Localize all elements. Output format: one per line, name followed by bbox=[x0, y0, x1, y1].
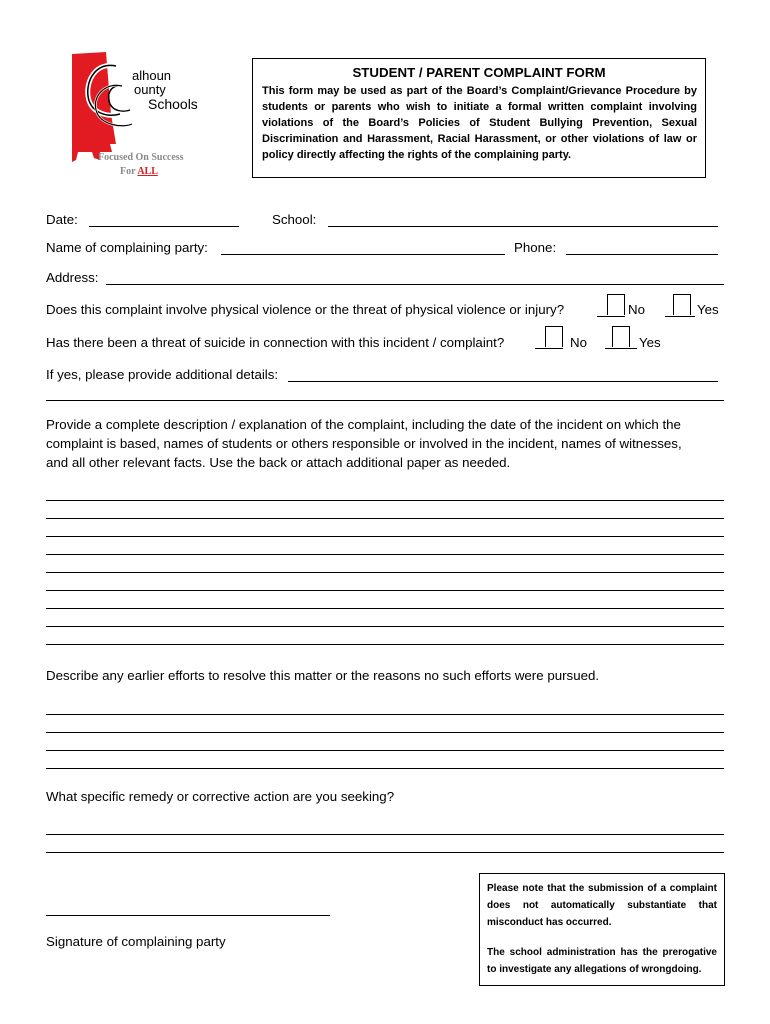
violence-no-underline bbox=[597, 316, 625, 317]
logo-tagline-line1: Focused On Success bbox=[98, 152, 184, 163]
form-header bbox=[252, 58, 706, 178]
form-intro: This form may be used as part of the Board’s Complaint/Grievance Procedure by students or parents who wish to initiate a formal written complaint involving violations of the Board’s Policies of Student Bullying Prevention, Sexual Discrimination and Harassment, Racial Harassment, or other violations of law or policy directly affecting the rights of the complaining party. bbox=[262, 85, 697, 161]
violence-question: Does this complaint involve physical violence or the threat of physical violence or injury? bbox=[46, 302, 565, 317]
date-field[interactable] bbox=[89, 212, 239, 227]
description-line[interactable] bbox=[46, 554, 724, 555]
suicide-yes-label: Yes bbox=[639, 335, 661, 350]
suicide-no-label: No bbox=[570, 335, 587, 350]
description-line[interactable] bbox=[46, 608, 724, 609]
description-line3: and all other relevant facts. Use the back or attach additional paper as needed. bbox=[46, 455, 511, 470]
suicide-no-underline bbox=[535, 348, 563, 349]
earlier-efforts-line[interactable] bbox=[46, 732, 724, 733]
logo-tagline-emphasis: ALL bbox=[137, 166, 158, 177]
remedy-line[interactable] bbox=[46, 834, 724, 835]
violence-no-checkbox[interactable] bbox=[607, 294, 625, 315]
phone-field[interactable] bbox=[566, 240, 718, 255]
logo-tagline-line2 bbox=[120, 166, 158, 177]
form-title: STUDENT / PARENT COMPLAINT FORM bbox=[352, 65, 606, 80]
description-line[interactable] bbox=[46, 500, 724, 501]
suicide-yes-checkbox[interactable] bbox=[612, 326, 630, 347]
signature-label: Signature of complaining party bbox=[46, 934, 226, 949]
name-label: Name of complaining party: bbox=[46, 240, 208, 255]
notice-paragraph-2: The school administration has the prerogative to investigate any allegations of wrongdoing. bbox=[487, 947, 717, 975]
details-label: If yes, please provide additional details: bbox=[46, 367, 279, 382]
suicide-yes-underline bbox=[605, 348, 637, 349]
description-line[interactable] bbox=[46, 536, 724, 537]
violence-no-label: No bbox=[628, 302, 645, 317]
details-field[interactable] bbox=[288, 367, 718, 382]
earlier-efforts-line[interactable] bbox=[46, 750, 724, 751]
remedy-line[interactable] bbox=[46, 852, 724, 853]
details-line[interactable] bbox=[46, 400, 724, 401]
logo-name-line2: ounty bbox=[134, 82, 166, 97]
violence-yes-underline bbox=[665, 316, 695, 317]
notice-paragraph-1: Please note that the submission of a complaint does not automatically substantiate that misconduct has occurred. bbox=[487, 883, 717, 928]
phone-label: Phone: bbox=[514, 240, 557, 255]
logo-name-line3: Schools bbox=[148, 96, 198, 112]
description-line[interactable] bbox=[46, 590, 724, 591]
date-label: Date: bbox=[46, 212, 78, 227]
earlier-efforts-line[interactable] bbox=[46, 768, 724, 769]
earlier-efforts-line[interactable] bbox=[46, 714, 724, 715]
description-line2: complaint is based, names of students or others responsible or involved in the incident, names of witnesses, bbox=[46, 436, 682, 451]
school-field[interactable] bbox=[328, 212, 718, 227]
signature-line[interactable] bbox=[46, 915, 330, 916]
name-field[interactable] bbox=[221, 240, 505, 255]
address-label: Address: bbox=[46, 270, 99, 285]
notice-box bbox=[479, 873, 725, 986]
description-line[interactable] bbox=[46, 518, 724, 519]
remedy-label: What specific remedy or corrective action are you seeking? bbox=[46, 789, 395, 804]
violence-yes-label: Yes bbox=[697, 302, 719, 317]
suicide-no-checkbox[interactable] bbox=[545, 326, 563, 347]
violence-yes-checkbox[interactable] bbox=[673, 294, 691, 315]
address-field[interactable] bbox=[106, 270, 724, 285]
description-line[interactable] bbox=[46, 644, 724, 645]
suicide-question: Has there been a threat of suicide in connection with this incident / complaint? bbox=[46, 335, 505, 350]
logo-tagline-prefix: For bbox=[120, 166, 138, 177]
description-line1: Provide a complete description / explanation of the complaint, including the date of the incident on which the bbox=[46, 417, 681, 432]
earlier-efforts-label: Describe any earlier efforts to resolve this matter or the reasons no such efforts were pursued. bbox=[46, 668, 600, 683]
description-line[interactable] bbox=[46, 572, 724, 573]
logo-name-line1: alhoun bbox=[132, 68, 172, 83]
school-logo bbox=[66, 52, 212, 182]
school-label: School: bbox=[272, 212, 317, 227]
description-line[interactable] bbox=[46, 626, 724, 627]
